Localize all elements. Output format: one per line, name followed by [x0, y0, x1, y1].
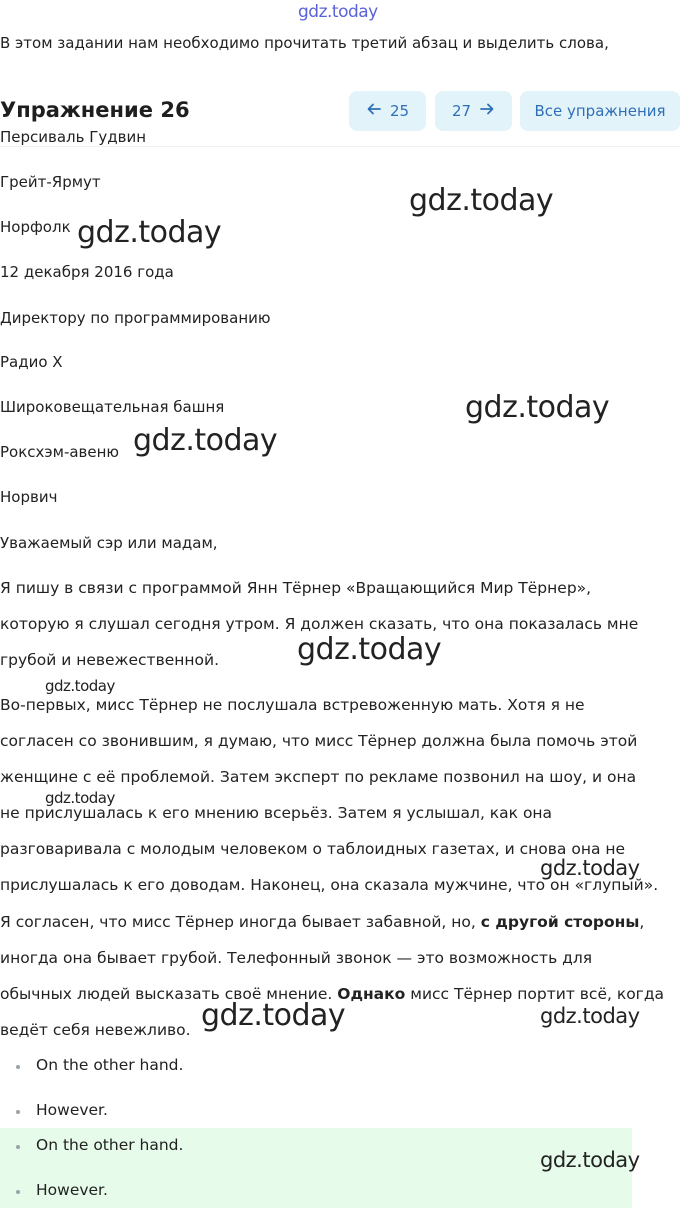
watermark: gdz.today [77, 215, 222, 250]
arrow-left-icon [366, 101, 382, 121]
paragraph-line: обычных людей высказать своё мнение. Однако мисс Тёрнер портит всё, когда [0, 985, 665, 1003]
all-exercises-button[interactable] [520, 91, 680, 131]
site-logo[interactable]: gdz.today [298, 2, 378, 22]
watermark: gdz.today [45, 789, 115, 807]
paragraph-line: женщине с её проблемой. Затем эксперт по рекламе позвонил на шоу, и она [0, 768, 637, 786]
answer-item: However. [16, 1181, 108, 1199]
paragraph-line: ведёт себя невежливо. [0, 1021, 191, 1039]
paragraph-line: прислушалась к его доводам. Наконец, она сказала мужчине, что он «глупый». [0, 876, 659, 894]
arrow-right-icon [479, 101, 495, 121]
watermark: gdz.today [133, 423, 278, 458]
address-line: Директору по программированию [0, 309, 271, 327]
paragraph-line: не прислушалась к его мнению всерьёз. Затем я услышал, как она [0, 804, 553, 822]
date-line: 12 декабря 2016 года [0, 263, 174, 281]
highlighted-phrase: Однако [337, 985, 406, 1003]
address-line: Радио X [0, 353, 63, 371]
watermark: gdz.today [465, 390, 610, 425]
paragraph-line: которую я слушал сегодня утром. Я должен сказать, что она показалась мне [0, 615, 639, 633]
answer-item: On the other hand. [16, 1136, 183, 1154]
paragraph-line: Во-первых, мисс Тёрнер не послушала встревоженную мать. Хотя я не [0, 696, 585, 714]
letter-sender-name: Персиваль Гудвин [0, 128, 147, 146]
address-line: Норфолк [0, 218, 71, 236]
highlighted-phrase: с другой стороны [480, 913, 640, 931]
watermark: gdz.today [201, 998, 346, 1033]
paragraph-line: Я пишу в связи с программой Янн Тёрнер «Вращающийся Мир Тёрнер», [0, 579, 592, 597]
page-title: Упражнение 26 [0, 98, 190, 122]
list-item: However. [16, 1101, 108, 1119]
watermark: gdz.today [297, 632, 442, 667]
list-item: On the other hand. [16, 1056, 183, 1074]
paragraph-line: разговаривала с молодым человеком о таблоидных газетах, и снова она не [0, 840, 626, 858]
paragraph-line: согласен со звонившим, я думаю, что мисс Тёрнер должна была помочь этой [0, 732, 638, 750]
salutation: Уважаемый сэр или мадам, [0, 534, 218, 552]
address-line: Норвич [0, 488, 58, 506]
intro-text: В этом задании нам необходимо прочитать третий абзац и выделить слова, [0, 34, 609, 52]
next-exercise-label: 27 [451, 102, 472, 120]
address-line: Широковещательная башня [0, 398, 225, 416]
paragraph-line: иногда она бывает грубой. Телефонный звонок — это возможность для [0, 949, 593, 967]
watermark: gdz.today [540, 1148, 640, 1172]
paragraph-line: грубой и невежественной. [0, 651, 220, 669]
prev-exercise-button[interactable] [349, 91, 426, 131]
address-line: Грейт-Ярмут [0, 173, 101, 191]
watermark: gdz.today [45, 677, 115, 695]
watermark: gdz.today [409, 183, 554, 218]
address-line: Роксхэм-авеню [0, 443, 120, 461]
watermark: gdz.today [540, 856, 640, 880]
all-exercises-label: Все упражнения [534, 102, 666, 120]
prev-exercise-label: 25 [389, 102, 410, 120]
paragraph-line: Я согласен, что мисс Тёрнер иногда бывает забавной, но, с другой стороны, [0, 913, 645, 931]
watermark: gdz.today [540, 1004, 640, 1028]
next-exercise-button[interactable] [435, 91, 512, 131]
